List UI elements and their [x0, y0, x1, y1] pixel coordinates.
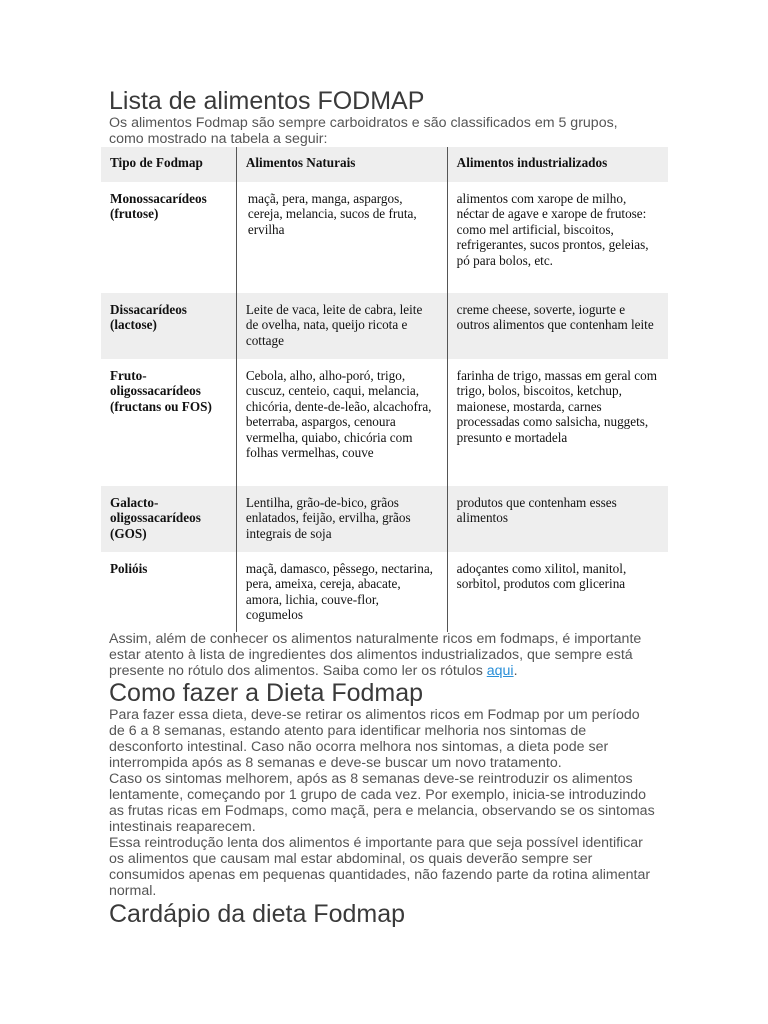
after-table-paragraph [109, 631, 649, 679]
intro-line-1: Os alimentos Fodmap são sempre carboidratos e são classificados em 5 grupos, [109, 115, 618, 131]
fodmap-type-cell: Polióis [110, 561, 148, 576]
intro-line-2: como mostrado na tabela a seguir: [109, 131, 328, 147]
page-title: Lista de alimentos FODMAP [109, 87, 425, 115]
industrial-foods-cell: creme cheese, soverte, iogurte e outros alimentos que contenham leite [447, 293, 668, 359]
section-title-menu: Cardápio da dieta Fodmap [109, 900, 406, 928]
natural-foods-cell: Leite de vaca, leite de cabra, leite de ovelha, nata, queijo ricota e cottage [236, 293, 447, 359]
table-row [101, 182, 668, 293]
industrial-foods-cell: farinha de trigo, massas em geral com trigo, bolos, biscoitos, ketchup, maionese, mostarda, carnes processadas como salsicha, nuggets, presunto e mortadela [447, 359, 668, 486]
table-row [101, 486, 668, 552]
section-title-how-to: Como fazer a Dieta Fodmap [109, 679, 424, 707]
industrial-foods-cell: produtos que contenham esses alimentos [447, 486, 668, 552]
table-row [101, 359, 668, 486]
table-row [101, 552, 668, 632]
natural-foods-cell: Lentilha, grão-de-bico, grãos enlatados, feijão, ervilha, grãos integrais de soja [236, 486, 447, 552]
how-to-paragraphs [109, 707, 657, 899]
labels-text: Assim, além de conhecer os alimentos naturalmente ricos em fodmaps, é importante estar atento à lista de ingredientes dos alimentos industrializados, que sempre está presente no rótulo dos alimentos. Saiba como ler os rótulos [109, 631, 642, 679]
how-to-paragraph-2: Caso os sintomas melhorem, após as 8 semanas deve-se reintroduzir os alimentos lentamente, começando por 1 grupo de cada vez. Por exemplo, inicia-se introduzindo as frutas ricas em Fodmaps, como maçã, pera e melancia, observando se os sintomas intestinais reaparecem. [109, 771, 655, 835]
how-to-paragraph-1: Para fazer essa dieta, deve-se retirar os alimentos ricos em Fodmap por um período de 6 a 8 semanas, estando atento para identificar melhoria nos sintomas de desconforto intestinal. Caso não ocorra melhora nos sintomas, a dieta pode ser interrompida após as 8 semanas e deve-se buscar um novo tratamento. [109, 707, 640, 771]
fodmap-type-cell: Dissacarídeos (lactose) [101, 293, 236, 359]
how-to-paragraph-3: Essa reintrodução lenta dos alimentos é importante para que seja possível identificar os alimentos que causam mal estar abdominal, os quais deverão sempre ser consumidos apenas em pequenas quantidades, não fazendo parte da rotina alimentar normal. [109, 835, 651, 899]
fodmap-type-cell: Monossacarídeos (frutose) [110, 191, 207, 222]
intro-paragraph [109, 115, 669, 147]
table-row [101, 293, 668, 359]
fodmap-type-cell: Fruto-oligossacarídeos (fructans ou FOS) [110, 368, 212, 414]
table-header-cell: Alimentos Naturais [236, 147, 447, 182]
fodmap-table [101, 147, 668, 632]
natural-foods-cell: maçã, pera, manga, aspargos, cereja, melancia, sucos de fruta, ervilha [236, 182, 447, 293]
labels-link[interactable]: aqui [486, 663, 514, 679]
natural-foods-cell: maçã, damasco, pêssego, nectarina, pera, ameixa, cereja, abacate, amora, lichia, couve-flor, cogumelos [236, 552, 447, 632]
labels-text-end: . [513, 663, 518, 679]
labels-paragraph [109, 631, 649, 679]
fodmap-type-cell: Galacto-oligossacarídeos (GOS) [101, 486, 236, 552]
natural-foods-cell: Cebola, alho, alho-poró, trigo, cuscuz, centeio, caqui, melancia, chicória, dente-de-leão, alcachofra, beterraba, aspargos, cenoura vermelha, quiabo, chicória com folhas vermelhas, couve [236, 359, 447, 486]
industrial-foods-cell: alimentos com xarope de milho, néctar de agave e xarope de frutose: como mel artificial, biscoitos, refrigerantes, sucos prontos, geleias, pó para bolos, etc. [447, 182, 668, 293]
industrial-foods-cell: adoçantes como xilitol, manitol, sorbitol, produtos com glicerina [447, 552, 668, 632]
table-header-row [101, 147, 668, 182]
table-header-cell: Tipo de Fodmap [101, 147, 236, 182]
table-header-cell: Alimentos industrializados [447, 147, 668, 182]
